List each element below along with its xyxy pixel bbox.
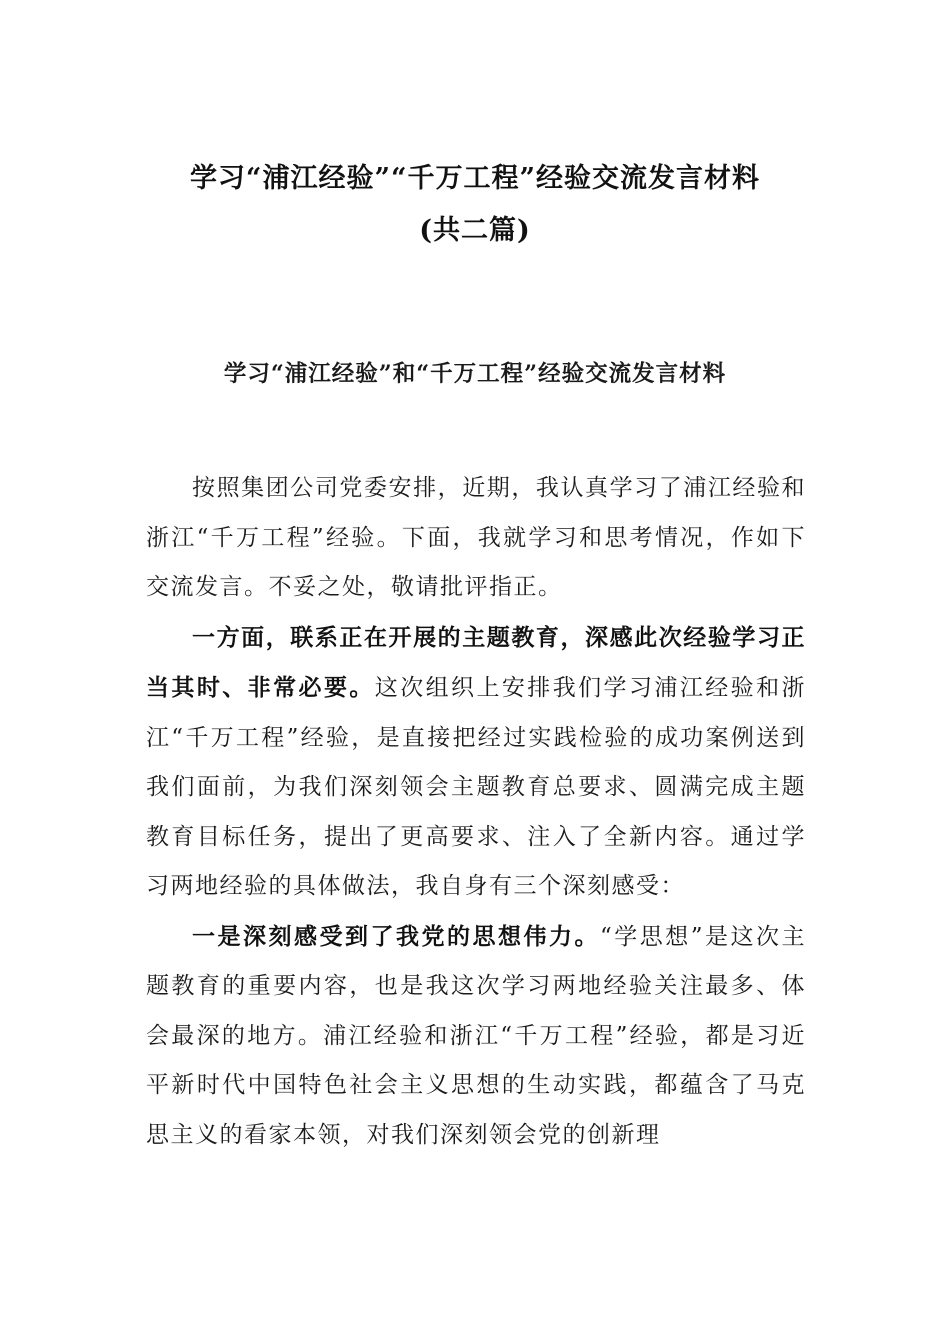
paragraph-point-one (146, 613, 806, 912)
document-body (146, 464, 806, 1160)
paragraph-text: 按照集团公司党委安排，近期，我认真学习了浦江经验和浙江“千万工程”经验。下面，我就学习和思考情况，作如下交流发言。不妥之处，敬请批评指正。 (146, 475, 806, 600)
paragraph-point-two (146, 912, 806, 1161)
paragraph-heading: 一是深刻感受到了我党的思想伟力。 (192, 922, 600, 950)
document-title: 学习“浦江经验”“千万工程”经验交流发言材料 (189, 163, 761, 194)
paragraph-heading: 一方面，联系正在开展的主题教育，深感此次经验学习正当其时、非常必要。 (146, 623, 806, 701)
paragraph-text: 这次组织上安排我们学习浦江经验和浙江“千万工程”经验，是直接把经过实践检验的成功案例送到我们面前，为我们深刻领会主题教育总要求、圆满完成主题教育目标任务，提出了更高要求、注入了全新内容。通过学习两地经验的具体做法，我自身有三个深刻感受： (146, 675, 807, 899)
paragraph-text: “学思想”是这次主题教育的重要内容，也是我这次学习两地经验关注最多、体会最深的地方。浦江经验和浙江“千万工程”经验，都是习近平新时代中国特色社会主义思想的生动实践，都蕴含了马克思主义的看家本领，对我们深刻领会党的创新理 (146, 923, 806, 1148)
paragraph-intro (146, 464, 806, 613)
section-title: 学习“浦江经验”和“千万工程”经验交流发言材料 (223, 361, 727, 387)
document-title-count: (共二篇) (419, 215, 531, 246)
